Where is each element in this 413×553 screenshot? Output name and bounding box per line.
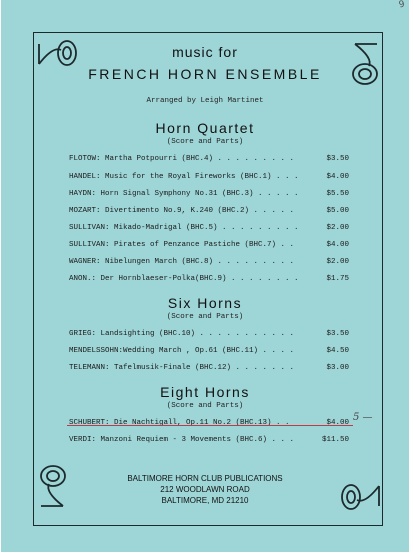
list-item	[69, 347, 349, 359]
item-price: $5.00	[326, 207, 349, 215]
item-price: $4.00	[326, 419, 349, 427]
catalog-sheet	[1, 0, 409, 552]
item-entry: HAYDN: Horn Signal Symphony No.31 (BHC.3) . . . . .	[69, 190, 299, 198]
header-line-1: music for	[172, 44, 238, 60]
section-subtitle-horn-quartet: (Score and Parts)	[166, 138, 244, 146]
list-item	[69, 275, 349, 287]
item-entry: FLOTOW: Martha Potpourri (BHC.4) . . . . . . . . .	[69, 155, 295, 163]
list-item	[69, 190, 349, 202]
publisher-name: BALTIMORE HORN CLUB PUBLICATIONS	[127, 474, 283, 483]
handwritten-price-note: 5 —	[353, 412, 373, 423]
item-entry: SULLIVAN: Pirates of Penzance Pastiche (BHC.7) . .	[69, 241, 295, 249]
item-entry: SCHUBERT: Die Nachtigall, Op.11 No.2 (BHC.13) . .	[69, 419, 290, 427]
header-line-2: FRENCH HORN ENSEMBLE	[88, 66, 322, 82]
list-item	[69, 258, 349, 270]
item-price: $5.50	[326, 190, 349, 198]
item-entry: MOZART: Divertimento No.9, K.240 (BHC.2) . . . . .	[69, 207, 295, 215]
item-entry: GRIEG: Landsighting (BHC.10) . . . . . . . . . . .	[69, 330, 295, 338]
item-price: $3.50	[326, 330, 349, 338]
item-price: $3.50	[326, 155, 349, 163]
section-title-eight-horns: Eight Horns	[160, 384, 250, 400]
section-title-horn-quartet: Horn Quartet	[155, 120, 255, 136]
list-item	[69, 224, 349, 236]
item-entry: ANON.: Der Hornblaeser-Polka(BHC.9) . . . . . . . .	[69, 275, 299, 283]
item-price: $3.00	[326, 364, 349, 372]
publisher-street: 212 WOODLAWN ROAD	[160, 485, 250, 494]
section-subtitle-eight-horns: (Score and Parts)	[166, 402, 244, 410]
item-price: $4.00	[326, 173, 349, 181]
item-entry: VERDI: Manzoni Requiem - 3 Movements (BHC.6) . . .	[69, 436, 295, 444]
item-price: $2.00	[326, 224, 349, 232]
item-entry: MENDELSSOHN:Wedding March , Op.61 (BHC.11) . . . .	[69, 347, 295, 355]
item-entry: TELEMANN: Tafelmusik-Finale (BHC.12) . . . . . . .	[69, 364, 295, 372]
section-subtitle-six-horns: (Score and Parts)	[166, 313, 244, 321]
item-price: $4.50	[326, 347, 349, 355]
list-item	[69, 330, 349, 342]
red-strike-line	[67, 425, 353, 426]
section-title-six-horns: Six Horns	[167, 295, 243, 311]
corner-note: 9	[398, 0, 406, 11]
list-item	[69, 173, 349, 185]
item-price: $4.00	[326, 241, 349, 249]
item-price: $11.50	[321, 436, 349, 444]
item-entry: SULLIVAN: Mikado-Madrigal (BHC.5) . . . . . . . . .	[69, 224, 299, 232]
publisher-city: BALTIMORE, MD 21210	[161, 496, 249, 505]
arranger-credit: Arranged by Leigh Martinet	[146, 97, 264, 105]
list-item	[69, 207, 349, 219]
list-item	[69, 241, 349, 253]
item-price: $1.75	[326, 275, 349, 283]
list-item	[69, 436, 349, 448]
item-entry: HANDEL: Music for the Royal Fireworks (BHC.1) . . .	[69, 173, 299, 181]
list-item	[69, 364, 349, 376]
list-item	[69, 155, 349, 167]
item-price: $2.00	[326, 258, 349, 266]
item-entry: WAGNER: Nibelungen March (BHC.8) . . . . . . . . .	[69, 258, 295, 266]
